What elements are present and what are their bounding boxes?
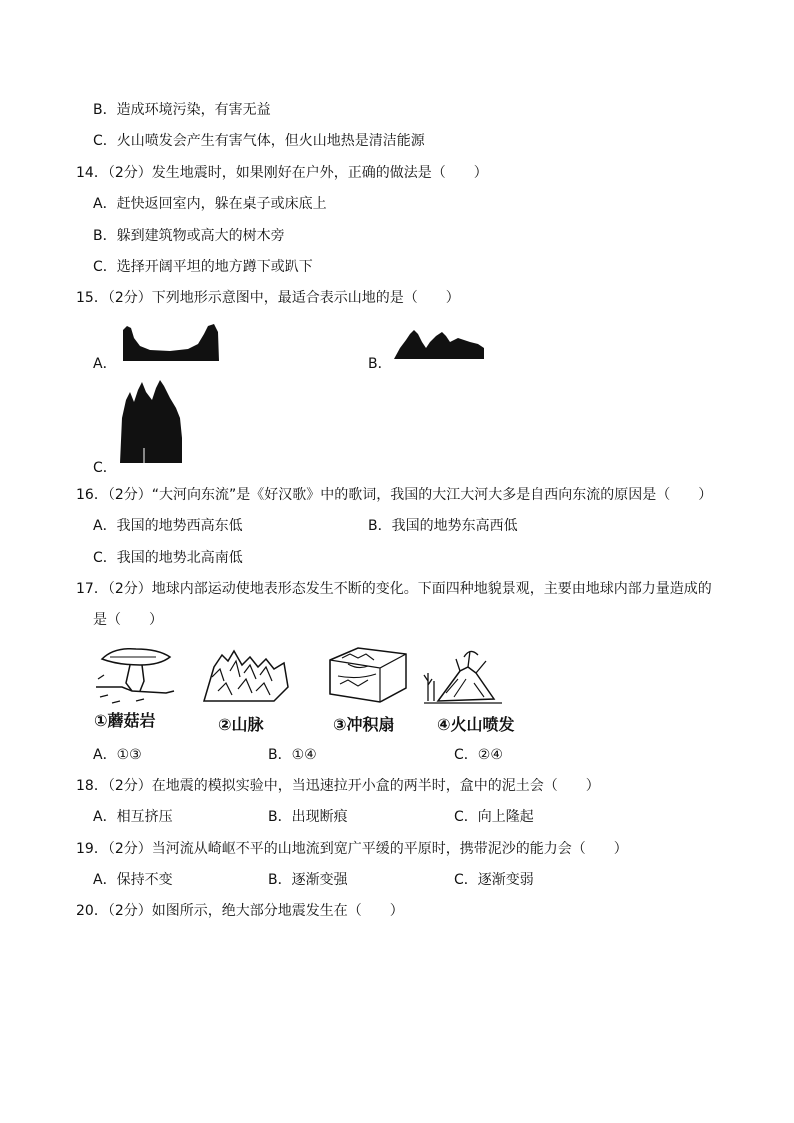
question-14-option-c: C．选择开阔平坦的地方蹲下或趴下 bbox=[93, 259, 313, 275]
question-14-option-a: A．赶快返回室内，躲在桌子或床底上 bbox=[93, 196, 327, 212]
question-15-stem: 15．（2分）下列地形示意图中，最适合表示山地的是（ ） bbox=[76, 290, 460, 306]
question-17-stem-line1: 17．（2分）地球内部运动使地表形态发生不断的变化。下面四种地貌景观，主要由地球内部力量造成的 bbox=[76, 581, 712, 597]
question-18-option-c: C．向上隆起 bbox=[454, 809, 534, 825]
question-18-option-b: B．出现断痕 bbox=[268, 809, 348, 825]
prev-option-b: B．造成环境污染，有害无益 bbox=[93, 102, 271, 118]
figure-caption-4: ④火山喷发 bbox=[437, 715, 515, 734]
question-16-option-a: A．我国的地势西高东低 bbox=[93, 518, 243, 534]
question-17-option-a: A．①③ bbox=[93, 747, 142, 763]
question-14-stem: 14．（2分）发生地震时，如果刚好在户外，正确的做法是（ ） bbox=[76, 165, 488, 181]
mountain-range-figure bbox=[204, 647, 288, 705]
landform-hills-figure bbox=[394, 326, 486, 360]
question-15-label-a: A． bbox=[93, 356, 117, 372]
question-17-stem-line2: 是（ ） bbox=[93, 612, 163, 628]
question-18-stem: 18．（2分）在地震的模拟实验中，当迅速拉开小盒的两半时，盒中的泥土会（ ） bbox=[76, 778, 600, 794]
figure-caption-3: ③冲积扇 bbox=[333, 715, 395, 734]
question-17-option-b: B．①④ bbox=[268, 747, 317, 763]
question-16-stem: 16．（2分）“大河向东流”是《好汉歌》中的歌词，我国的大江大河大多是自西向东流的原因是（ ） bbox=[76, 487, 713, 503]
alluvial-fan-figure bbox=[328, 646, 408, 704]
landform-basin-figure bbox=[122, 320, 220, 362]
question-18-option-a: A．相互挤压 bbox=[93, 809, 173, 825]
question-19-option-a: A．保持不变 bbox=[93, 872, 173, 888]
question-19-option-b: B．逐渐变强 bbox=[268, 872, 348, 888]
question-15-label-c: C． bbox=[93, 460, 117, 476]
question-16-option-c: C．我国的地势北高南低 bbox=[93, 550, 243, 566]
landform-mountains-figure bbox=[118, 378, 186, 464]
prev-option-c: C．火山喷发会产生有害气体，但火山地热是清洁能源 bbox=[93, 133, 425, 149]
figure-caption-1: ①蘑菇岩 bbox=[94, 711, 156, 730]
question-20-stem: 20．（2分）如图所示，绝大部分地震发生在（ ） bbox=[76, 903, 404, 919]
question-16-option-b: B．我国的地势东高西低 bbox=[368, 518, 518, 534]
question-19-option-c: C．逐渐变弱 bbox=[454, 872, 534, 888]
question-19-stem: 19．（2分）当河流从崎岖不平的山地流到宽广平缓的平原时，携带泥沙的能力会（ ） bbox=[76, 841, 628, 857]
volcano-eruption-figure bbox=[424, 645, 502, 705]
question-14-option-b: B．躲到建筑物或高大的树木旁 bbox=[93, 228, 285, 244]
question-17-option-c: C．②④ bbox=[454, 747, 503, 763]
question-15-label-b: B． bbox=[368, 356, 392, 372]
mushroom-rock-figure bbox=[96, 645, 174, 707]
figure-caption-2: ②山脉 bbox=[218, 715, 264, 734]
